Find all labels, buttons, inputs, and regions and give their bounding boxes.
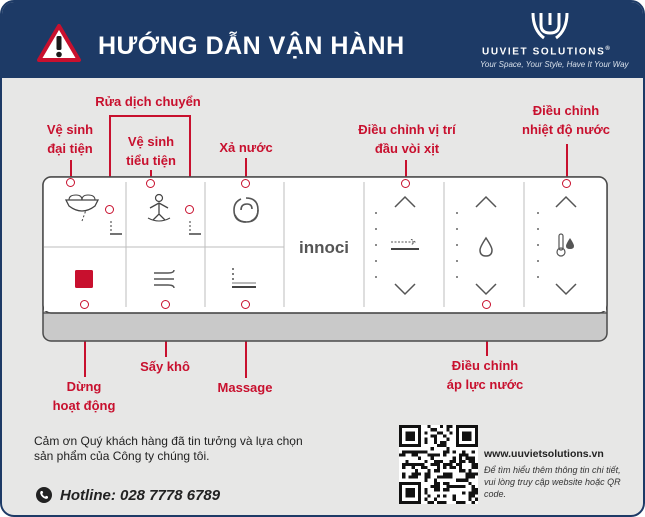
- callout-dot-stop: [80, 300, 89, 309]
- water-temperature-icon: [556, 232, 576, 258]
- water-pressure-icon: [478, 236, 494, 258]
- callout-dot-feminine-wash: [146, 179, 155, 188]
- nozzle-down-button[interactable]: [393, 282, 417, 296]
- dryer-icon[interactable]: [152, 269, 178, 289]
- feminine-wash-level-icon: [188, 220, 202, 236]
- rear-wash-icon[interactable]: [62, 192, 102, 226]
- label-feminine-wash: Vệ sinh tiểu tiện: [126, 134, 176, 168]
- callout-dot-oscillating-a: [105, 205, 114, 214]
- phone-icon: [36, 487, 52, 503]
- feminine-wash-icon[interactable]: [142, 192, 176, 226]
- nozzle-up-button[interactable]: [393, 195, 417, 209]
- thank-you-text: Cảm ơn Quý khách hàng đã tin tưởng và lựa chọn sản phẩm của Công ty chúng tôi.: [34, 434, 303, 463]
- panel-brand: innoci: [298, 238, 350, 257]
- label-massage: Massage: [217, 380, 273, 395]
- hotline: [36, 487, 221, 504]
- pressure-level-dots: [455, 210, 459, 280]
- label-nozzle-position: Điều chỉnh vị trí đầu vòi xịt: [358, 122, 456, 156]
- massage-icon[interactable]: [230, 266, 258, 292]
- pressure-down-button[interactable]: [474, 282, 498, 296]
- stop-button-icon[interactable]: [74, 269, 94, 289]
- callout-dot-rear-wash: [66, 178, 75, 187]
- brand-tagline: Your Space, Your Style, Have It Your Way: [480, 60, 629, 69]
- callout-dot-massage: [241, 300, 250, 309]
- leader-oscillating-wash-bar: [109, 115, 190, 117]
- label-rear-wash: Vệ sinh đại tiện: [46, 122, 94, 156]
- label-oscillating-wash: Rửa dịch chuyển: [95, 94, 201, 109]
- nozzle-level-dots: [374, 210, 378, 280]
- label-flush: Xả nước: [219, 140, 273, 155]
- hotline-text: Hotline: 028 7778 6789: [60, 487, 221, 504]
- qr-code[interactable]: [399, 425, 478, 504]
- label-dryer: Sấy khô: [140, 359, 190, 374]
- page-title: HƯỚNG DẪN VẬN HÀNH: [98, 32, 405, 60]
- pressure-up-button[interactable]: [474, 195, 498, 209]
- callout-dot-oscillating-b: [185, 205, 194, 214]
- brand-name: UUVIET SOLUTIONS®: [482, 46, 612, 58]
- website-url[interactable]: www.uuvietsolutions.vn: [484, 448, 604, 460]
- remote-control-panel: [42, 176, 608, 342]
- label-water-pressure: Điều chỉnh áp lực nước: [446, 358, 524, 392]
- header-banner: [2, 2, 643, 78]
- rear-wash-level-icon: [109, 220, 123, 236]
- temperature-level-dots: [536, 210, 540, 280]
- warning-triangle-icon: [36, 23, 82, 63]
- callout-dot-flush: [241, 179, 250, 188]
- callout-dot-water-pressure: [482, 300, 491, 309]
- callout-dot-nozzle-position: [401, 179, 410, 188]
- callout-dot-water-temperature: [562, 179, 571, 188]
- temperature-down-button[interactable]: [554, 282, 578, 296]
- uuviet-logo-icon: [530, 10, 570, 44]
- label-stop: Dừng hoạt động: [52, 379, 116, 413]
- nozzle-position-icon: [390, 239, 420, 253]
- temperature-up-button[interactable]: [554, 195, 578, 209]
- callout-dot-dryer: [161, 300, 170, 309]
- flush-icon[interactable]: [231, 195, 261, 225]
- label-water-temperature: Điều chỉnh nhiệt độ nước: [522, 103, 610, 137]
- website-note: Để tìm hiểu thêm thông tin chi tiết, vui lòng truy cập website hoặc QR code.: [484, 465, 621, 499]
